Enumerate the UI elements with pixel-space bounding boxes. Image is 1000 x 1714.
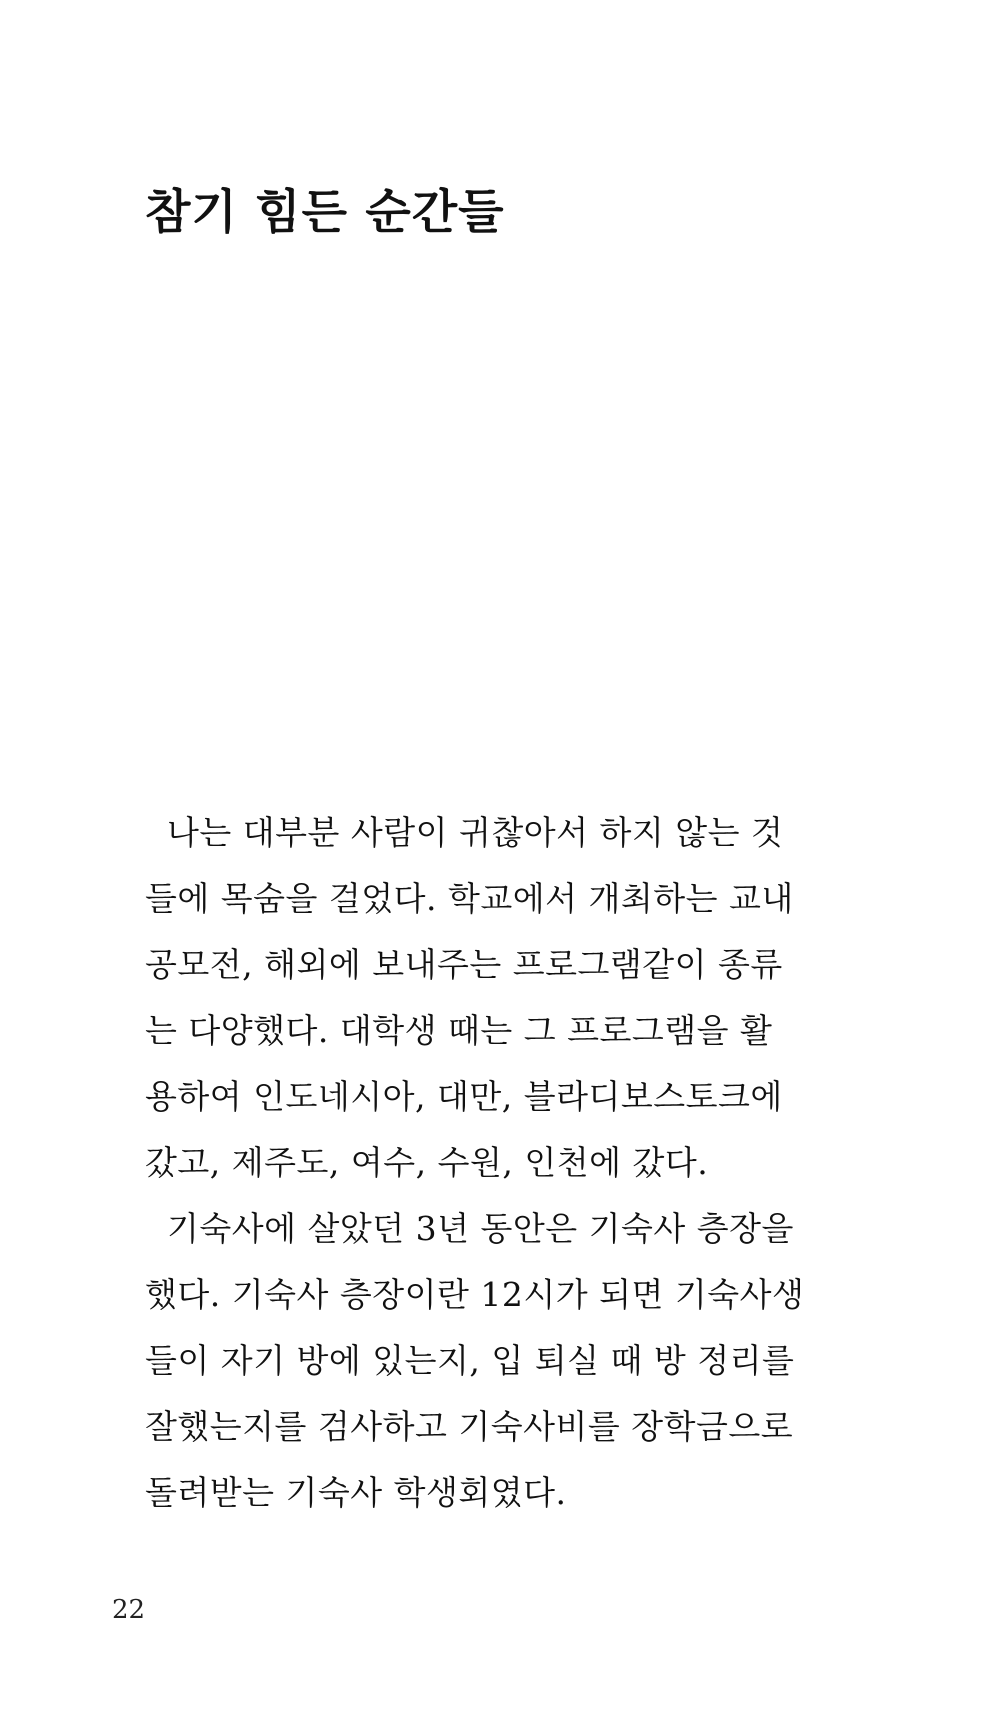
text-line: 용하여 인도네시아, 대만, 블라디보스토크에 <box>145 1077 783 1116</box>
paragraph-2 <box>145 1196 805 1526</box>
body-text <box>145 800 805 1526</box>
text-line: 들에 목숨을 걸었다. 학교에서 개최하는 교내 <box>145 879 794 918</box>
text-line: 나는 대부분 사람이 귀찮아서 하지 않는 것 <box>167 813 784 852</box>
text-line: 기숙사에 살았던 3년 동안은 기숙사 층장을 <box>167 1209 794 1248</box>
page-number: 22 <box>112 1595 146 1625</box>
text-line: 공모전, 해외에 보내주는 프로그램같이 종류 <box>145 945 783 984</box>
text-line: 갔고, 제주도, 여수, 수원, 인천에 갔다. <box>145 1143 709 1182</box>
text-line: 들이 자기 방에 있는지, 입 퇴실 때 방 정리를 <box>145 1341 795 1380</box>
paragraph-1 <box>145 800 794 1196</box>
text-line: 는 다양했다. 대학생 때는 그 프로그램을 활 <box>145 1011 773 1050</box>
text-line: 잘했는지를 검사하고 기숙사비를 장학금으로 <box>145 1407 794 1446</box>
text-line: 했다. 기숙사 층장이란 12시가 되면 기숙사생 <box>145 1275 805 1314</box>
chapter-title: 참기 힘든 순간들 <box>145 185 505 240</box>
text-line: 돌려받는 기숙사 학생회였다. <box>145 1473 567 1512</box>
